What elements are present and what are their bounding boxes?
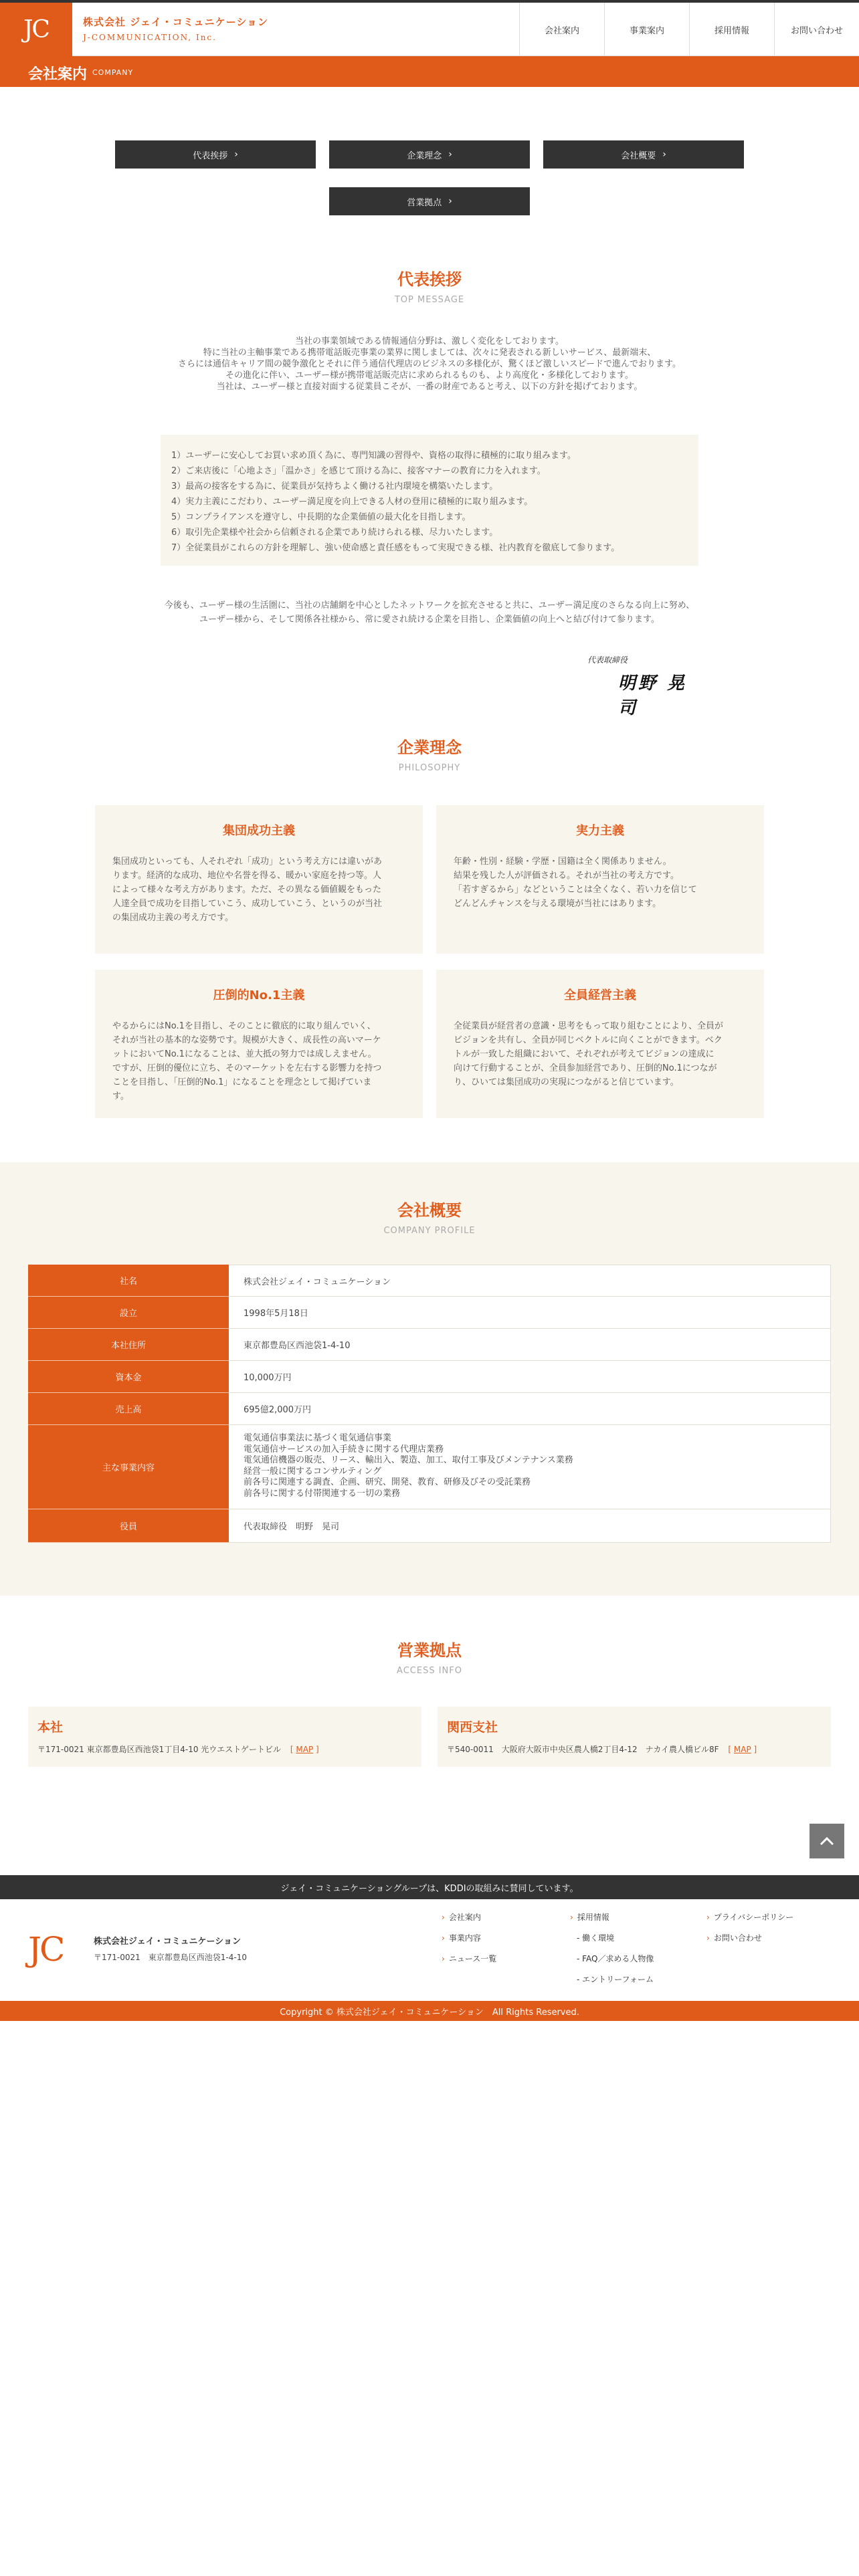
table-row: 社名 株式会社ジェイ・コミュニケーション [28,1265,831,1297]
chevron-right-icon: › [448,196,452,207]
brand-name-jp: 株式会社 ジェイ・コミュニケーション [83,16,269,28]
chevron-right-icon: › [442,1913,445,1922]
list-item: 1）ユーザーに安心してお買い求め頂く為に、専門知識の習得や、資格の取得に積極的に取り組みます。 [171,451,576,461]
footer-link[interactable]: › 事業内容 [442,1933,481,1943]
message-body: 当社の事業領域である情報通信分野は、激しく変化をしております。 特に当社の主軸事業である携帯電話販売事業の業界に関しましては、次々に発表される新しいサービス、最新端末、 さらには通信キャリア間の競争激化とそれに伴う通信代理店のビジネスの多様化が、驚くほど激しいスピードで進んでおります。 その進化に伴い、ユーザー様が携帯電話販売店に求められるものも、より高度化・多様化しております。 当社は、ユーザー様と直接対面する従業員こそが、一番の財産であると考え、以下の方針を掲げております。 [177,336,682,392]
table-row: 主な事業内容 電気通信事業法に基づく電気通信事業 電気通信サービスの加入手続きに関する代理店業務 電気通信機器の販売、リース、輸出入、製造、加工、取付工事及びメンテナンス業務 経営一般に関するコンサルティング 前各号に関連する調査、企画、研究、開発、教育、研修及びその受託業務 前各号に関する付帯関連する一切の業務 [28,1425,831,1509]
philosophy-card: 圧倒的No.1主義 やるからにはNo.1を目指し、そのことに徹底的に取り組んでいく、 それが当社の基本的な姿勢です。規模が大きく、成長性の高いマーケ ットにおいてNo.1になることは、並大抵の努力では成しえません。 ですが、圧倒的優位に立ち、そのマーケットを左右する影響力を持つ ことを目指し、「圧倒的No.1」になることを理念として掲げていま す。 [95,970,423,1118]
logo[interactable]: JC [0,3,72,56]
footer-link[interactable]: › 採用情報 [570,1913,609,1922]
anchor-button-profile[interactable]: 会社概要 › [543,140,744,169]
footer-links-col3 [706,1907,793,1949]
chevron-right-icon: › [706,1913,710,1922]
chevron-right-icon: › [442,1933,445,1943]
copyright: Copyright © 株式会社ジェイ・コミュニケーション All Rights Reserved. [0,2001,859,2021]
footer-link[interactable]: › ニュース一覧 [442,1954,497,1963]
list-item: 5）コンプライアンスを遵守し、中長期的な企業価値の最大化を目指します。 [171,512,471,522]
chevron-right-icon: › [442,1954,445,1963]
anchor-button-offices[interactable]: 営業拠点 › [329,187,530,215]
page-title-band [0,56,859,87]
signature-name: 明野 晃司 [618,673,688,718]
list-item: 7）全従業員がこれらの方針を理解し、強い使命感と責任感をもって実現できる様、社内教育を徹底して参ります。 [171,543,620,553]
map-link[interactable]: [ MAP ] [728,1745,757,1754]
kddi-notice: ジェイ・コミュニケーショングループは、KDDIの取組みに賛同しています。 [0,1875,859,1899]
site-header [0,3,859,56]
footer-links-col2 [570,1907,654,1990]
message-closing: 今後も、ユーザー様の生活圏に、当社の店舗網を中心としたネットワークを拡充させると共に、ユーザー満足度のさらなる向上に努め、 ユーザー様から、そして関係各社様から、常に愛され続ける企業を目指し、企業価値の向上へと結び付けて参ります。 [164,601,695,625]
list-item: 4）実力主義にこだわり、ユーザー満足度を向上できる人材の登用に積極的に取り組みます。 [171,497,533,507]
footer-link[interactable]: › お問い合わせ [706,1933,762,1943]
table-row: 売上高 695億2,000万円 [28,1393,831,1425]
footer-link[interactable]: › プライバシーポリシー [706,1913,794,1922]
list-item: 2）ご来店後に「心地よさ」「温かさ」を感じて頂ける為に、接客マナーの教育に力を入れます。 [171,466,546,476]
chevron-up-icon [820,1836,834,1846]
offices-section-title: 営業拠点 ACCESS INFO [397,1641,462,1676]
footer-link[interactable]: › 会社案内 [442,1913,481,1922]
nav-company[interactable]: 会社案内 [519,3,604,56]
footer-links-col1 [442,1907,496,1969]
footer-sublink[interactable]: - FAQ／求める人物像 [577,1954,654,1963]
global-nav [519,3,859,56]
table-row: 設立 1998年5月18日 [28,1297,831,1329]
profile-section-title: 会社概要 COMPANY PROFILE [383,1201,476,1236]
anchor-button-philosophy[interactable]: 企業理念 › [329,140,530,169]
table-row: 資本金 10,000万円 [28,1361,831,1393]
nav-recruit[interactable]: 採用情報 [689,3,774,56]
footer-logo[interactable]: JC [28,1930,64,1969]
page-title: 会社案内 [28,66,88,83]
page-subtitle: COMPANY [92,68,134,77]
philosophy-card: 全員経営主義 全従業員が経営者の意識・思考をもって取り組むことにより、全員が ビジョンを共有し、全員が同じベクトルに向くことができます。ベク トルが一致した組織において、それぞれが考えてビジョンの達成に 向けて行動することが、全員参加経営であり、圧倒的No.1につなが り、ひいては集団成功の実現につながると信じています。 [436,970,764,1118]
chevron-right-icon: › [448,149,452,160]
brand-name-en: J-COMMUNICATION, Inc. [83,33,217,42]
footer-sublink[interactable]: - 働く環境 [577,1933,615,1943]
footer-address: 〒171-0021 東京都豊島区西池袋1-4-10 [94,1953,247,1962]
list-item: 6）取引先企業様や社会から信頼される企業であり続けられる様、尽力いたします。 [171,528,498,538]
table-row: 本社住所 東京都豊島区西池袋1-4-10 [28,1329,831,1361]
chevron-right-icon: › [234,149,238,160]
list-item: 3）最高の接客をする為に、従業員が気持ちよく働ける社内環境を構築いたします。 [171,481,498,492]
office-card-kansai: 関西支社 〒540-0011 大阪府大阪市中央区農人橋2丁目4-12 ナカイ農人橋ビル8F [ MAP ] [438,1707,831,1767]
brand[interactable] [83,15,268,42]
footer-company: 株式会社ジェイ・コミュニケーション [94,1937,241,1947]
policy-list [161,435,698,566]
message-section-title: 代表挨拶 TOP MESSAGE [394,270,465,305]
signature [587,654,694,718]
anchor-button-message[interactable]: 代表挨拶 › [115,140,316,169]
table-row: 役員 代表取締役 明野 晃司 [28,1509,831,1543]
office-card-head: 本社 〒171-0021 東京都豊島区西池袋1丁目4-10 光ウエストゲートビル [ MAP ] [28,1707,421,1767]
page-top-button[interactable] [809,1824,844,1858]
chevron-right-icon: › [662,149,666,160]
footer-sublink[interactable]: - エントリーフォーム [577,1975,654,1984]
map-link[interactable]: [ MAP ] [290,1745,319,1754]
signature-role: 代表取締役 [587,655,628,665]
philosophy-section-title: 企業理念 PHILOSOPHY [397,738,462,773]
philosophy-card: 実力主義 年齢・性別・経験・学歴・国籍は全く関係ありません。 結果を残した人が評価される。それが当社の考え方です。 「若すぎるから」などということは全くなく、若い力を信じて どんどんチャンスを与える環境が当社にはあります。 [436,805,764,954]
nav-business[interactable]: 事業案内 [604,3,689,56]
philosophy-card: 集団成功主義 集団成功といっても、人それぞれ「成功」という考え方には違いがあ ります。経済的な成功、地位や名誉を得る、暖かい家庭を持つ等。人 によって様々な考え方があります。ただ、その異なる価値観をもった 人達全員で成功を目指していこう、成功していこう、というのが当社 の集団成功主義の考え方です。 [95,805,423,954]
nav-contact[interactable]: お問い合わせ [774,3,859,56]
chevron-right-icon: › [570,1913,573,1922]
chevron-right-icon: › [706,1933,710,1943]
